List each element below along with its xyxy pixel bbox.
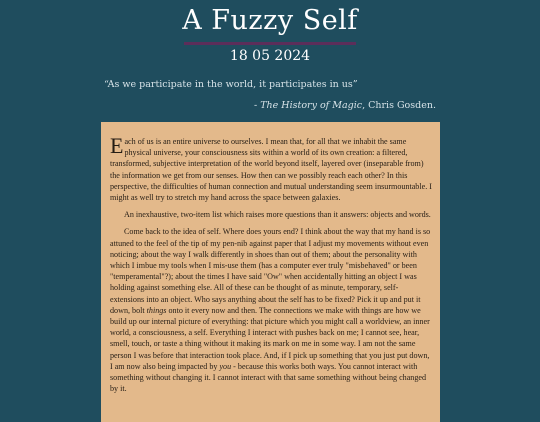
article-paragraph-3 (110, 226, 432, 394)
article-paragraph-2: An inexhaustive, two-item list which raises more questions than it answers: objects and words. (124, 210, 431, 220)
epigraph-attribution (254, 100, 436, 111)
article-paragraph-1 (110, 133, 432, 203)
paragraph-1-text: ach of us is an entire universe to ourselves. I mean that, for all that we inhabit the same physical universe, your consciousness sits within a world of its own creation: a filtered, transformed, subjective interpretation of the world beyond itself, layered over (inseparable from) the information we get from our senses. How then can we possibly reach each other? In this perspective, the difficulties of human connection and mutual understanding seem insurmountable. I might as well try to stretch my hand across the space between galaxies. (110, 137, 432, 203)
page-title: A Fuzzy Self (182, 5, 358, 36)
paragraph-3-emphasis-2: you (219, 361, 232, 371)
title-underline (184, 42, 356, 45)
paragraph-3-text-c: - because this works both ways. You cannot interact with something without changing it. I cannot interact with that same something without being changed by it. (110, 361, 427, 394)
paragraph-3-text-a: Come back to the idea of self. Where does yours end? I think about the way that my hand is so attuned to the feel of the tip of my pen-nib against paper that I adjust my movements without even noticing; about the way I walk differently in shoes than out of them; about the personality with which I imbue my tools when I mis-use them (has a computer ever truly "misbehaved" or been "temperamental"?); about the times I have said "Ow" when accidentally hitting an object I was holding against something else. All of these can be thought of as minute, temporary, self-extensions into an object. Who says anything about the self has to be fixed? Pick it up and put it down, bolt (110, 227, 431, 315)
epigraph-quote: “As we participate in the world, it participates in us” (104, 79, 358, 90)
attribution-book: The History of Magic (260, 100, 363, 111)
attribution-author: , Chris Gosden. (362, 100, 436, 111)
attribution-dash: - (253, 100, 261, 111)
article-body (101, 122, 440, 422)
drop-cap: E (110, 133, 124, 158)
post-date: 18 05 2024 (229, 48, 311, 64)
paragraph-3-text-b: onto it every now and then. The connections we make with things are how we build up our internal picture of everything: that picture which you might call a worldview, an inner world, a consciousness, a self. Everything I interact with pushes back on me; I cannot see, hear, smell, touch, or taste a thing without it making its mark on me in some way. I am not the same person I was before that interaction took place. And, if I pick up something that you just put down, I am now also being impacted by (110, 305, 430, 371)
paragraph-3-emphasis-1: things (146, 305, 167, 315)
